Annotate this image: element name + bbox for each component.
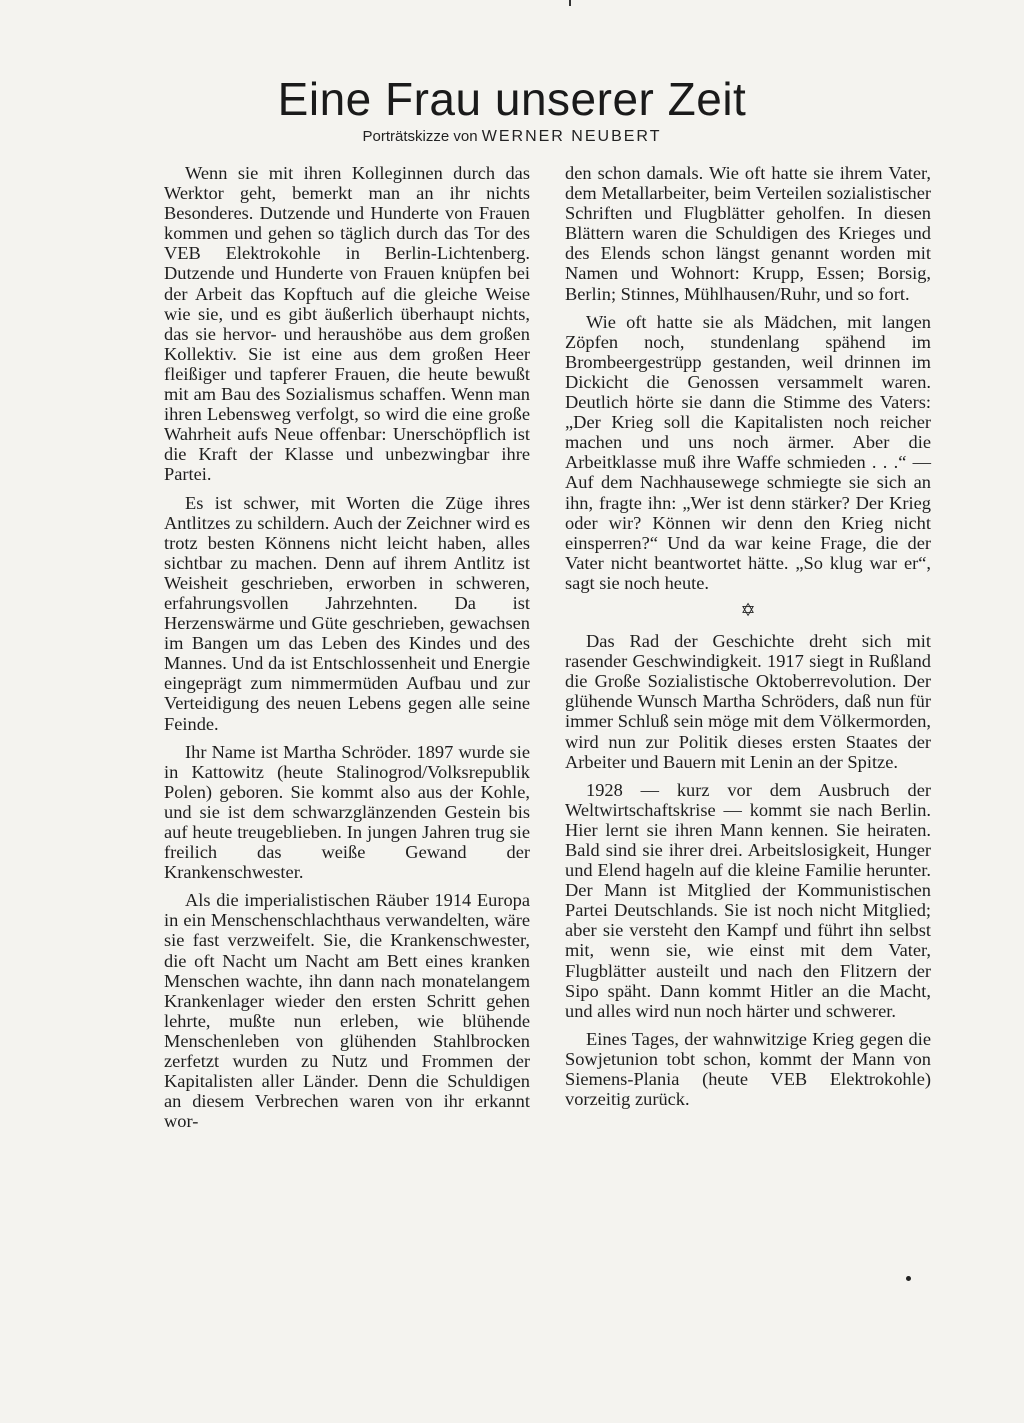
paragraph: Das Rad der Geschichte dreht sich mit rasender Geschwindigkeit. 1917 siegt in Rußland die Große Sozialistische Oktoberrevolution. Der glühende Wunsch Martha Schröders, daß nun für immer Schluß sein möge mit dem Völkermorden, wird nun zur Politik dieses ersten Staates der Arbeiter und Bauern mit Lenin an der Spitze.: [565, 631, 931, 772]
right-column: [565, 163, 931, 1117]
paragraph: Als die imperialistischen Räuber 1914 Europa in ein Menschenschlachthaus verwandelten, wäre sie fast verzweifelt. Sie, die Krankenschwester, die oft Nacht um Nacht am Bett eines kranken Menschen wachte, ihn dann nach monatelangem Krankenlager wieder den ersten Schritt gehen lehrte, mußte nun erleben, wie blühende Menschenleben von glühenden Stahlbrocken zerfetzt wurden zu Nutz und Frommen der Kapitalisten aller Länder. Denn die Schuldigen an diesem Verbrechen waren von ihr erkannt wor-: [164, 890, 530, 1132]
section-separator-icon: ✡: [740, 599, 756, 621]
paragraph: Wie oft hatte sie als Mädchen, mit langen Zöpfen noch, stundenlang spähend im Brombeergestrüpp gestanden, weil drinnen im Dickicht die Genossen versammelt waren. Deutlich hörte sie dann die Stimme des Vaters: „Der Krieg soll die Kapitalisten noch reicher machen und uns noch ärmer. Aber die Arbeitklasse muß ihre Waffe schmieden . . .“ — Auf dem Nachhausewege schmiegte sie sich an ihn, fragte ihn: „Wer ist denn stärker? Der Krieg oder wir? Können wir denn den Krieg nicht einsperren?“ Und da war keine Frage, die der Vater nicht beantwortet hätte. „So klug war er“, sagt sie noch heute.: [565, 311, 931, 593]
paragraph: Es ist schwer, mit Worten die Züge ihres Antlitzes zu schildern. Auch der Zeichner wird es trotz besten Könnens nicht leicht haben, alles sichtbar zu machen. Denn auf ihrem Antlitz ist Weisheit geschrieben, erworben in schweren, erfahrungsvollen Jahrzehnten. Da ist Herzenswärme und Güte geschrieben, gewachsen im Bangen um das Leben des Kindes und des Mannes. Und da ist Entschlossenheit und Energie eingeprägt zum nimmermüden Aufbau und zur Verteidigung des neuen Lebens gegen alle seine Feinde.: [164, 492, 530, 734]
paragraph: den schon damals. Wie oft hatte sie ihrem Vater, dem Metallarbeiter, beim Verteilen sozialistischer Schriften und Flugblätter geholfen. In diesen Blättern waren die Schuldigen des Krieges und des Elends schon längst genannt worden mit Namen und Wohnort: Krupp, Essen; Borsig, Berlin; Stinnes, Mühlhausen/Ruhr, und so fort.: [565, 163, 931, 304]
paragraph: Wenn sie mit ihren Kolleginnen durch das Werktor geht, bemerkt man an ihr nichts Besonderes. Dutzende und Hunderte von Frauen kommen und gehen so täglich durch das Tor des VEB Elektrokohle in Berlin-Lichtenberg. Dutzende und Hunderte von Frauen knüpfen bei der Arbeit das Kopftuch auf die gleiche Weise wie sie, und es gibt äußerlich überhaupt nichts, das sie hervor- und heraushöbe aus dem großen Kollektiv. Sie ist eine aus dem großen Heer fleißiger und tapferer Frauen, die heute bewußt mit am Bau des Sozialismus schaffen. Wenn man ihren Lebensweg verfolgt, so wird die eine große Wahrheit aufs Neue offenbar: Unerschöpflich ist die Kraft der Klasse und unbezwingbar ihre Partei.: [164, 163, 530, 485]
left-column: [164, 163, 530, 1139]
subtitle-prefix: Porträtskizze von: [362, 128, 478, 145]
paragraph: 1928 — kurz vor dem Ausbruch der Weltwirtschaftskrise — kommt sie nach Berlin. Hier lernt sie ihren Mann kennen. Sie heiraten. Bald sind sie ihrer drei. Arbeitslosigkeit, Hunger und Elend hageln auf die kleine Familie herunter. Der Mann ist Mitglied der Kommunistischen Partei Deutschlands. Sie ist noch nicht Mitglied; aber sie versteht den Kampf und führt ihn selbst mit, wenn sie, wie einst mit dem Vater, Flugblätter austeilt und nach den Flitzern der Sipo späht. Dann kommt Hitler an die Macht, und alles wird nun noch härter und schwerer.: [565, 779, 931, 1021]
page-dot-mark: [906, 1276, 911, 1281]
scan-mark: [569, 0, 571, 6]
author-name: WERNER NEUBERT: [481, 128, 662, 145]
article-title: Eine Frau unserer Zeit: [277, 73, 747, 125]
article-subtitle: [0, 128, 1024, 146]
paragraph: Eines Tages, der wahnwitzige Krieg gegen die Sowjetunion tobt schon, kommt der Mann von Siemens-Plania (heute VEB Elektrokohle) vorzeitig zurück.: [565, 1028, 931, 1110]
paragraph: Ihr Name ist Martha Schröder. 1897 wurde sie in Kattowitz (heute Stalinogrod/Volksrepublik Polen) geboren. Sie kommt also aus der Kohle, und sie ist dem schwarzglänzenden Gestein bis auf heute treugeblieben. In jungen Jahren trug sie freilich das weiße Gewand der Krankenschwester.: [164, 741, 530, 883]
